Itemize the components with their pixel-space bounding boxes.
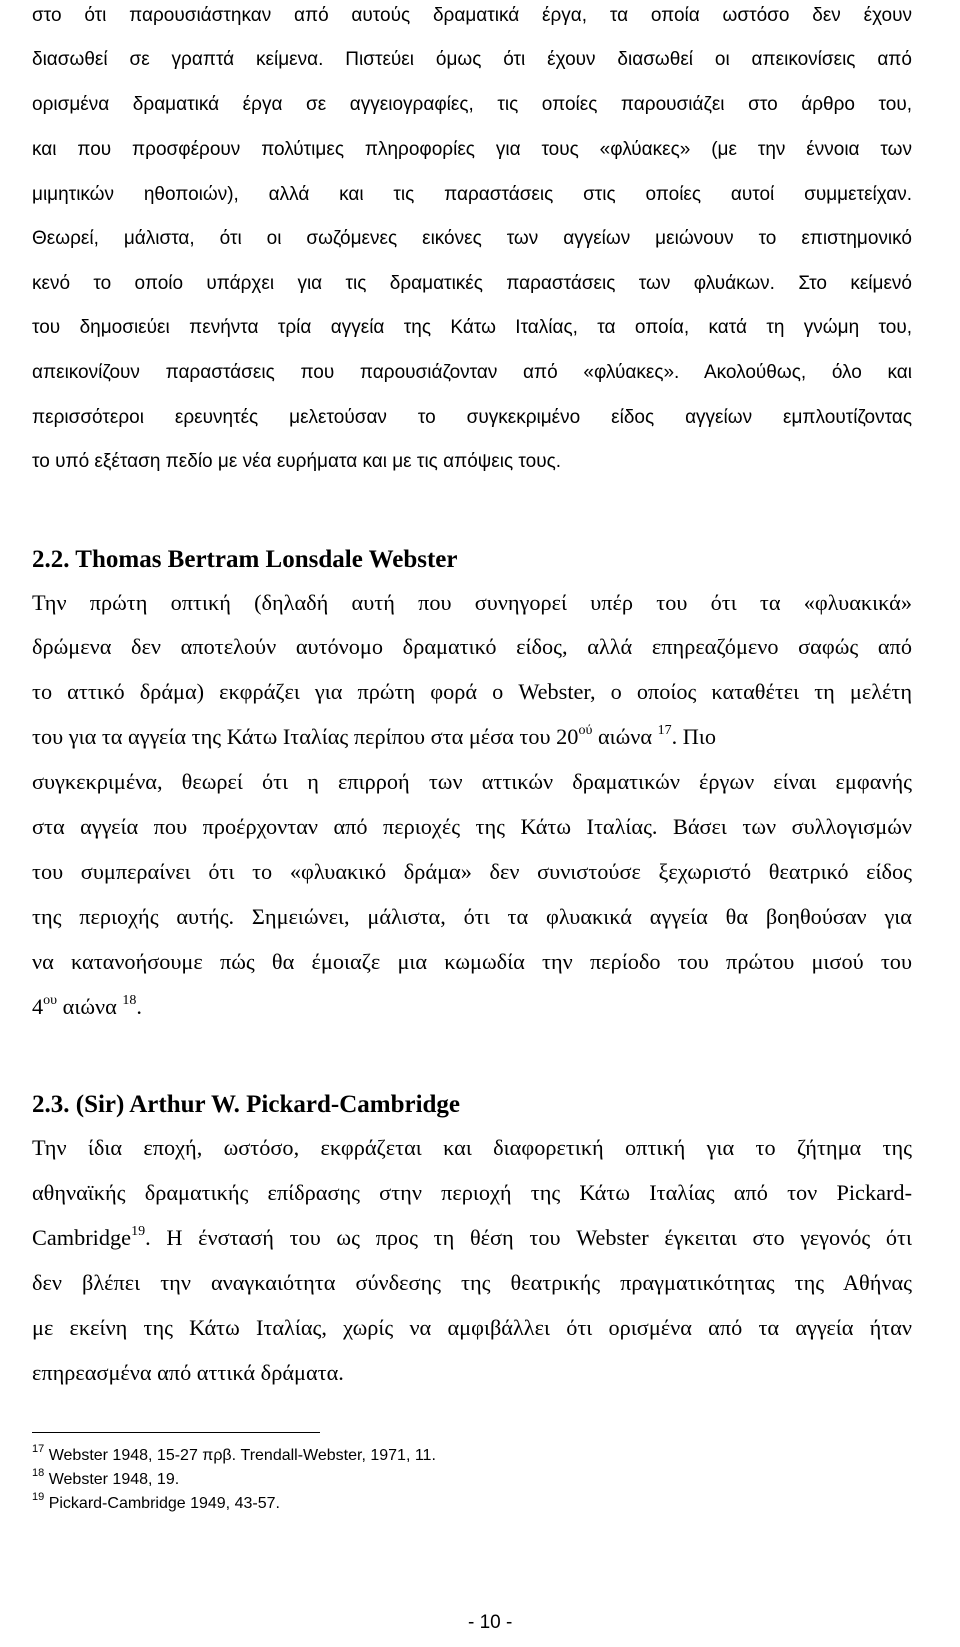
body-text-line: στο ότι παρουσιάστηκαν από αυτούς δραματικά έργα, τα οποία ωστόσο δεν έχουν bbox=[32, 5, 912, 26]
footnote bbox=[32, 1443, 436, 1464]
text-span: αιώνα bbox=[57, 994, 123, 1019]
body-text-line: το υπό εξέταση πεδίο με νέα ευρήματα και με τις απόψεις τους. bbox=[32, 451, 562, 472]
body-text-line: Θεωρεί, μάλιστα, ότι οι σωζόμενες εικόνες των αγγείων μειώνουν το επιστημονικό bbox=[32, 228, 912, 249]
body-text-line bbox=[32, 1224, 912, 1250]
body-text-line: κενό το οποίο υπάρχει για τις δραματικές παραστάσεις των φλυάκων. Στο κείμενό bbox=[32, 273, 912, 294]
body-text-line: δρώμενα δεν αποτελούν αυτόνομο δραματικό είδος, αλλά επηρεαζόμενο σαφώς από bbox=[32, 634, 912, 659]
footnote-text: Pickard-Cambridge 1949, 43-57. bbox=[48, 1495, 280, 1512]
footnote-number: 18 bbox=[32, 1467, 45, 1479]
body-text-line: του δημοσιεύει πενήντα τρία αγγεία της Κάτω Ιταλίας, τα οποία, κατά τη γνώμη του, bbox=[32, 317, 912, 338]
text-span: αιώνα bbox=[592, 724, 658, 749]
body-text-line: μιμητικών ηθοποιών), αλλά και τις παραστάσεις στις οποίες αυτοί συμμετείχαν. bbox=[32, 184, 912, 205]
body-text-line: με εκείνη της Κάτω Ιταλίας, χωρίς να αμφιβάλλει ότι ορισμένα από τα αγγεία ήταν bbox=[32, 1315, 912, 1340]
body-text-line bbox=[32, 993, 912, 1019]
page-number: - 10 - bbox=[468, 1612, 513, 1633]
footnote-number: 19 bbox=[32, 1491, 45, 1503]
text-span: . Η ένστασή του ως προς τη θέση του Webster έγκειται στο γεγονός ότι bbox=[145, 1225, 912, 1250]
section-heading: 2.2. Thomas Bertram Lonsdale Webster bbox=[32, 546, 458, 573]
footnote-separator bbox=[32, 1432, 320, 1433]
body-text-line: συγκεκριμένα, θεωρεί ότι η επιρροή των αττικών δραματικών έργων είναι εμφανής bbox=[32, 769, 912, 794]
superscript: ού bbox=[578, 723, 593, 738]
footnote bbox=[32, 1491, 280, 1512]
body-text-line: ορισμένα δραματικά έργα σε αγγειογραφίες, τις οποίες παρουσιάζει στο άρθρο του, bbox=[32, 94, 912, 115]
footnote-ref: 17 bbox=[657, 723, 672, 738]
text-span: . bbox=[136, 994, 142, 1019]
section-heading: 2.3. (Sir) Arthur W. Pickard-Cambridge bbox=[32, 1091, 461, 1118]
text-span: Cambridge bbox=[32, 1225, 132, 1250]
body-text-line: του συμπεραίνει ότι το «φλυακικό δράμα» δεν συνιστούσε ξεχωριστό θεατρικό είδος bbox=[32, 859, 912, 884]
body-text-line: απεικονίζουν παραστάσεις που παρουσιάζονταν από «φλύακες». Ακολούθως, όλο και bbox=[32, 362, 912, 383]
body-text-line: επηρεασμένα από αττικά δράματα. bbox=[32, 1360, 344, 1385]
body-text-line: διασωθεί σε γραπτά κείμενα. Πιστεύει όμως ότι έχουν διασωθεί οι απεικονίσεις από bbox=[32, 49, 912, 70]
body-text-line: Την πρώτη οπτική (δηλαδή αυτή που συνηγορεί υπέρ του ότι τα «φλυακικά» bbox=[32, 590, 912, 615]
body-text-line: και που προσφέρουν πολύτιμες πληροφορίες για τους «φλύακες» (με την έννοια των bbox=[32, 139, 912, 160]
body-text-line: περισσότεροι ερευνητές μελετούσαν το συγκεκριμένο είδος αγγείων εμπλουτίζοντας bbox=[32, 407, 912, 428]
footnote-text: Webster 1948, 15-27 πρβ. Trendall-Webster, 1971, 11. bbox=[48, 1447, 436, 1464]
footnote-number: 17 bbox=[32, 1443, 45, 1455]
body-text-line: Την ίδια εποχή, ωστόσο, εκφράζεται και διαφορετική οπτική για το ζήτημα της bbox=[32, 1135, 912, 1160]
text-span: . Πιο bbox=[671, 724, 717, 749]
body-text-line: δεν βλέπει την αναγκαιότητα σύνδεσης της θεατρικής πραγματικότητας της Αθήνας bbox=[32, 1270, 912, 1295]
body-text-line bbox=[32, 723, 717, 749]
body-text-line: της περιοχής αυτής. Σημειώνει, μάλιστα, ότι τα φλυακικά αγγεία θα βοηθούσαν για bbox=[32, 904, 912, 929]
superscript: ου bbox=[43, 993, 58, 1008]
body-text-line: στα αγγεία που προέρχονταν από περιοχές της Κάτω Ιταλίας. Βάσει των συλλογισμών bbox=[32, 814, 912, 839]
footnote-text: Webster 1948, 19. bbox=[48, 1471, 180, 1488]
body-text-line: να κατανοήσουμε πώς θα έμοιαζε μια κωμωδία την περίοδο του πρώτου μισού του bbox=[32, 949, 912, 974]
footnote-ref: 19 bbox=[131, 1224, 146, 1239]
footnote bbox=[32, 1467, 180, 1488]
text-span: 4 bbox=[32, 994, 44, 1019]
body-text-line: αθηναϊκής δραματικής επίδρασης στην περιοχή της Κάτω Ιταλίας από τον Pickard- bbox=[32, 1180, 912, 1205]
text-span: του για τα αγγεία της Κάτω Ιταλίας περίπου στα μέσα του 20 bbox=[32, 724, 579, 749]
body-text-line: το αττικό δράμα) εκφράζει για πρώτη φορά ο Webster, ο οποίος καταθέτει τη μελέτη bbox=[32, 679, 912, 704]
footnote-ref: 18 bbox=[122, 993, 137, 1008]
